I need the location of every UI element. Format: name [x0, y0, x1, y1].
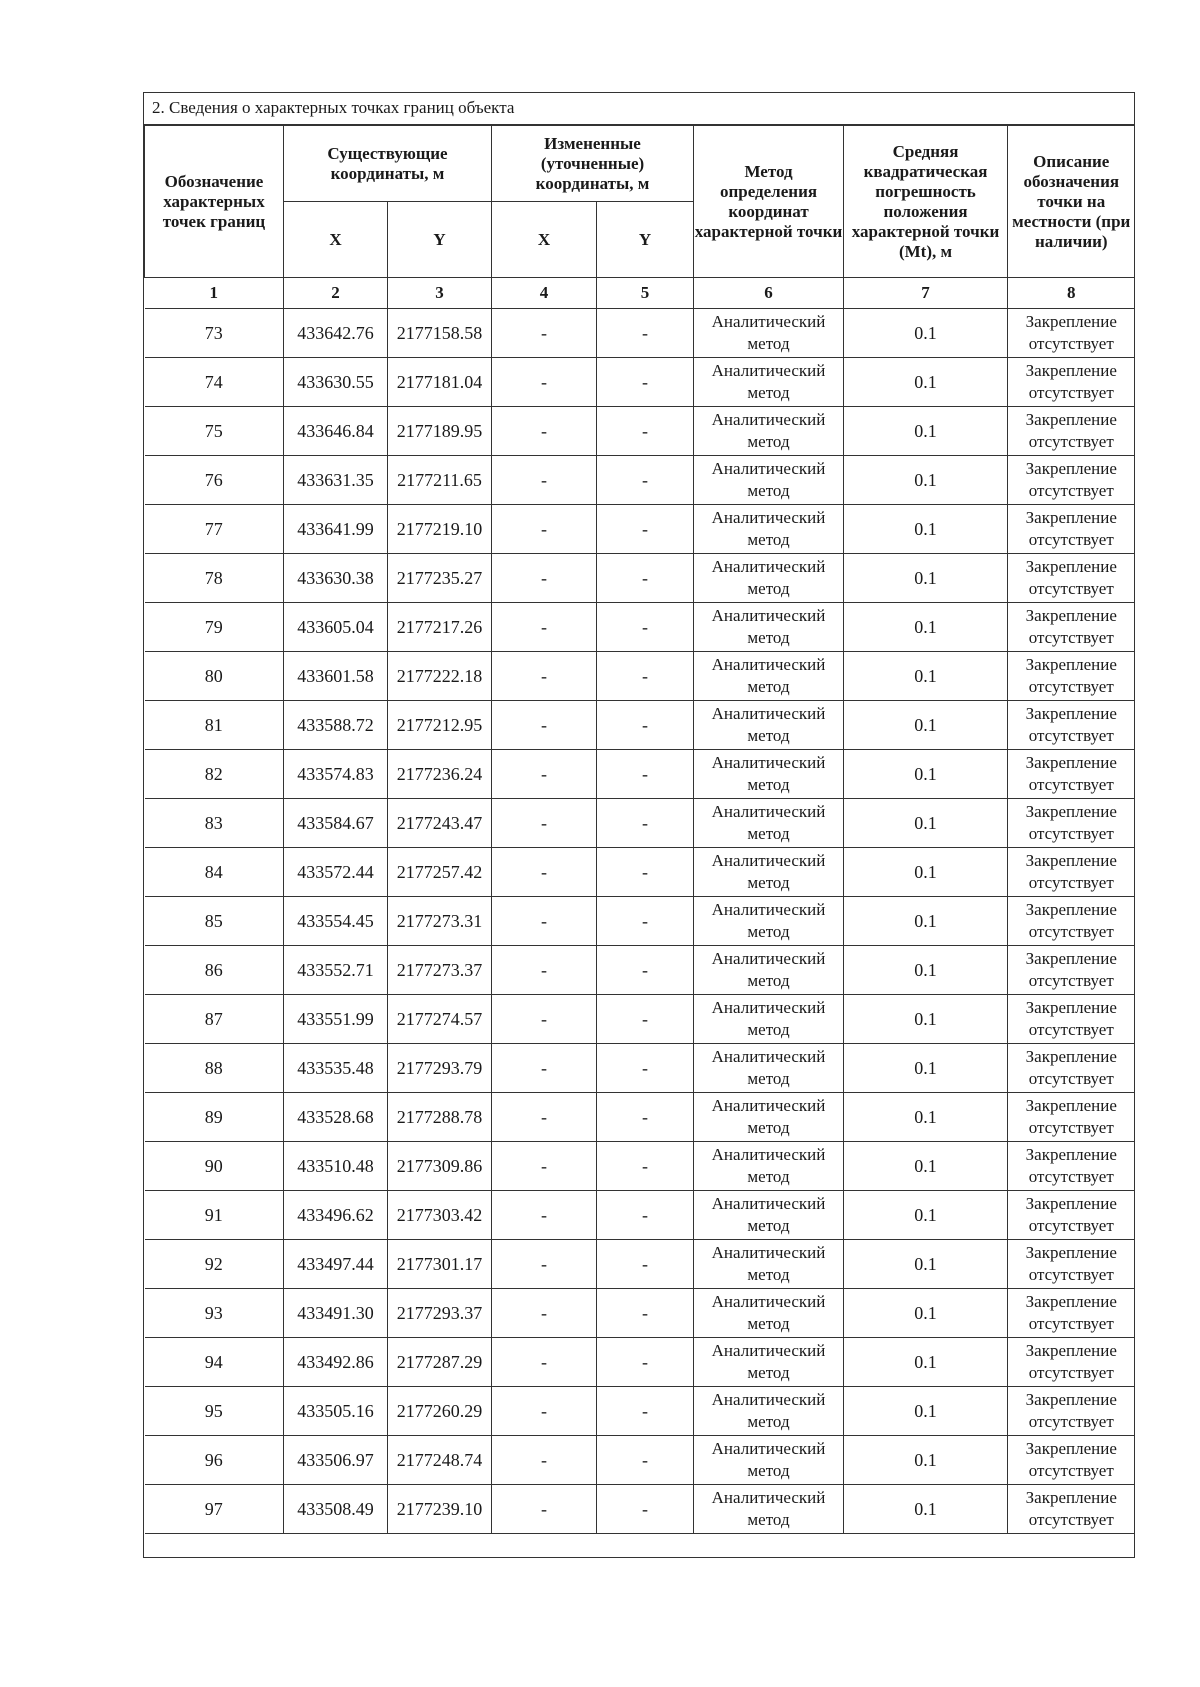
error-value: 0.1	[844, 1485, 1008, 1534]
error-value: 0.1	[844, 407, 1008, 456]
existing-x: 433646.84	[284, 407, 388, 456]
table-row	[145, 1240, 1135, 1289]
changed-x: -	[492, 995, 597, 1044]
method: Аналитический метод	[694, 1240, 844, 1289]
changed-y: -	[597, 995, 694, 1044]
description: Закрепление отсутствует	[1008, 701, 1135, 750]
method: Аналитический метод	[694, 1289, 844, 1338]
changed-y: -	[597, 897, 694, 946]
changed-y: -	[597, 1240, 694, 1289]
existing-y: 2177257.42	[388, 848, 492, 897]
point-number: 94	[145, 1338, 284, 1387]
table-row	[145, 456, 1135, 505]
existing-x: 433631.35	[284, 456, 388, 505]
existing-x: 433641.99	[284, 505, 388, 554]
method: Аналитический метод	[694, 1044, 844, 1093]
error-value: 0.1	[844, 1240, 1008, 1289]
changed-y: -	[597, 1191, 694, 1240]
point-number: 80	[145, 652, 284, 701]
existing-y: 2177189.95	[388, 407, 492, 456]
existing-x: 433630.38	[284, 554, 388, 603]
description: Закрепление отсутствует	[1008, 1240, 1135, 1289]
method: Аналитический метод	[694, 309, 844, 358]
existing-x: 433508.49	[284, 1485, 388, 1534]
header-point: Обозначение характерных точек границ	[145, 126, 284, 278]
changed-x: -	[492, 1387, 597, 1436]
existing-x: 433552.71	[284, 946, 388, 995]
existing-y: 2177288.78	[388, 1093, 492, 1142]
changed-y: -	[597, 1387, 694, 1436]
existing-y: 2177212.95	[388, 701, 492, 750]
existing-x: 433588.72	[284, 701, 388, 750]
method: Аналитический метод	[694, 603, 844, 652]
point-number: 97	[145, 1485, 284, 1534]
changed-y: -	[597, 652, 694, 701]
existing-y: 2177236.24	[388, 750, 492, 799]
table-row	[145, 309, 1135, 358]
column-number-row	[145, 278, 1135, 309]
column-number: 6	[694, 278, 844, 309]
changed-x: -	[492, 799, 597, 848]
column-number: 3	[388, 278, 492, 309]
point-number: 73	[145, 309, 284, 358]
existing-y: 2177181.04	[388, 358, 492, 407]
table-row	[145, 701, 1135, 750]
changed-x: -	[492, 456, 597, 505]
boundary-points-table	[144, 125, 1135, 1566]
changed-x: -	[492, 505, 597, 554]
method: Аналитический метод	[694, 1387, 844, 1436]
existing-x: 433506.97	[284, 1436, 388, 1485]
description: Закрепление отсутствует	[1008, 358, 1135, 407]
existing-x: 433605.04	[284, 603, 388, 652]
point-number: 89	[145, 1093, 284, 1142]
changed-y: -	[597, 1338, 694, 1387]
table-row	[145, 1338, 1135, 1387]
changed-y: -	[597, 358, 694, 407]
error-value: 0.1	[844, 1338, 1008, 1387]
error-value: 0.1	[844, 309, 1008, 358]
changed-x: -	[492, 946, 597, 995]
existing-x: 433642.76	[284, 309, 388, 358]
changed-y: -	[597, 407, 694, 456]
changed-y: -	[597, 946, 694, 995]
error-value: 0.1	[844, 652, 1008, 701]
changed-y: -	[597, 603, 694, 652]
method: Аналитический метод	[694, 407, 844, 456]
changed-y: -	[597, 456, 694, 505]
changed-y: -	[597, 554, 694, 603]
error-value: 0.1	[844, 1387, 1008, 1436]
description: Закрепление отсутствует	[1008, 1142, 1135, 1191]
description: Закрепление отсутствует	[1008, 1044, 1135, 1093]
method: Аналитический метод	[694, 1436, 844, 1485]
table-row	[145, 407, 1135, 456]
method: Аналитический метод	[694, 750, 844, 799]
error-value: 0.1	[844, 946, 1008, 995]
error-value: 0.1	[844, 1142, 1008, 1191]
point-number: 92	[145, 1240, 284, 1289]
changed-x: -	[492, 603, 597, 652]
changed-x: -	[492, 1485, 597, 1534]
changed-x: -	[492, 1338, 597, 1387]
table-row	[145, 1485, 1135, 1534]
description: Закрепление отсутствует	[1008, 505, 1135, 554]
method: Аналитический метод	[694, 358, 844, 407]
error-value: 0.1	[844, 995, 1008, 1044]
table-row	[145, 799, 1135, 848]
changed-y: -	[597, 1044, 694, 1093]
point-number: 78	[145, 554, 284, 603]
point-number: 88	[145, 1044, 284, 1093]
table-row	[145, 995, 1135, 1044]
error-value: 0.1	[844, 1289, 1008, 1338]
changed-x: -	[492, 407, 597, 456]
method: Аналитический метод	[694, 848, 844, 897]
existing-x: 433584.67	[284, 799, 388, 848]
method: Аналитический метод	[694, 799, 844, 848]
changed-x: -	[492, 1289, 597, 1338]
changed-x: -	[492, 1093, 597, 1142]
existing-y: 2177287.29	[388, 1338, 492, 1387]
point-number: 86	[145, 946, 284, 995]
changed-x: -	[492, 554, 597, 603]
existing-y: 2177217.26	[388, 603, 492, 652]
description: Закрепление отсутствует	[1008, 1485, 1135, 1534]
existing-x: 433554.45	[284, 897, 388, 946]
description: Закрепление отсутствует	[1008, 603, 1135, 652]
changed-y: -	[597, 309, 694, 358]
point-number: 74	[145, 358, 284, 407]
existing-y: 2177219.10	[388, 505, 492, 554]
changed-x: -	[492, 358, 597, 407]
description: Закрепление отсутствует	[1008, 309, 1135, 358]
changed-x: -	[492, 1240, 597, 1289]
existing-x: 433535.48	[284, 1044, 388, 1093]
error-value: 0.1	[844, 603, 1008, 652]
changed-y: -	[597, 1289, 694, 1338]
table-row	[145, 554, 1135, 603]
point-number: 84	[145, 848, 284, 897]
changed-y: -	[597, 505, 694, 554]
table-row	[145, 652, 1135, 701]
table-row	[145, 1436, 1135, 1485]
existing-x: 433491.30	[284, 1289, 388, 1338]
description: Закрепление отсутствует	[1008, 1436, 1135, 1485]
existing-y: 2177303.42	[388, 1191, 492, 1240]
column-number: 7	[844, 278, 1008, 309]
error-value: 0.1	[844, 1191, 1008, 1240]
existing-x: 433572.44	[284, 848, 388, 897]
method: Аналитический метод	[694, 897, 844, 946]
header-changed-y: Y	[597, 202, 694, 278]
changed-x: -	[492, 1191, 597, 1240]
header-existing-x: X	[284, 202, 388, 278]
existing-x: 433496.62	[284, 1191, 388, 1240]
column-number: 1	[145, 278, 284, 309]
table-row	[145, 1191, 1135, 1240]
table-row	[145, 750, 1135, 799]
method: Аналитический метод	[694, 1191, 844, 1240]
changed-y: -	[597, 1093, 694, 1142]
error-value: 0.1	[844, 456, 1008, 505]
changed-y: -	[597, 1436, 694, 1485]
error-value: 0.1	[844, 1044, 1008, 1093]
point-number: 96	[145, 1436, 284, 1485]
table-row	[145, 1044, 1135, 1093]
existing-y: 2177235.27	[388, 554, 492, 603]
header-method: Метод определения координат характерной точки	[694, 126, 844, 278]
existing-y: 2177158.58	[388, 309, 492, 358]
column-number: 4	[492, 278, 597, 309]
error-value: 0.1	[844, 799, 1008, 848]
description: Закрепление отсутствует	[1008, 456, 1135, 505]
existing-y: 2177273.37	[388, 946, 492, 995]
point-number: 85	[145, 897, 284, 946]
method: Аналитический метод	[694, 701, 844, 750]
changed-x: -	[492, 848, 597, 897]
changed-y: -	[597, 701, 694, 750]
description: Закрепление отсутствует	[1008, 799, 1135, 848]
point-number: 91	[145, 1191, 284, 1240]
description: Закрепление отсутствует	[1008, 848, 1135, 897]
existing-y: 2177293.37	[388, 1289, 492, 1338]
changed-y: -	[597, 750, 694, 799]
description: Закрепление отсутствует	[1008, 407, 1135, 456]
changed-x: -	[492, 1044, 597, 1093]
changed-y: -	[597, 1142, 694, 1191]
changed-x: -	[492, 750, 597, 799]
existing-x: 433528.68	[284, 1093, 388, 1142]
existing-y: 2177222.18	[388, 652, 492, 701]
existing-x: 433492.86	[284, 1338, 388, 1387]
existing-y: 2177274.57	[388, 995, 492, 1044]
existing-x: 433497.44	[284, 1240, 388, 1289]
point-number: 75	[145, 407, 284, 456]
existing-y: 2177239.10	[388, 1485, 492, 1534]
table-row	[145, 848, 1135, 897]
header-changed-x: X	[492, 202, 597, 278]
point-number: 76	[145, 456, 284, 505]
description: Закрепление отсутствует	[1008, 995, 1135, 1044]
point-number: 90	[145, 1142, 284, 1191]
existing-y: 2177248.74	[388, 1436, 492, 1485]
changed-x: -	[492, 652, 597, 701]
existing-y: 2177309.86	[388, 1142, 492, 1191]
existing-y: 2177211.65	[388, 456, 492, 505]
table-row	[145, 1142, 1135, 1191]
column-number: 8	[1008, 278, 1135, 309]
point-number: 77	[145, 505, 284, 554]
error-value: 0.1	[844, 1093, 1008, 1142]
table-row	[145, 603, 1135, 652]
point-number: 79	[145, 603, 284, 652]
point-number: 83	[145, 799, 284, 848]
table-row	[145, 946, 1135, 995]
table-row	[145, 505, 1135, 554]
empty-footer-row	[145, 1534, 1135, 1567]
method: Аналитический метод	[694, 554, 844, 603]
section-caption: 2. Сведения о характерных точках границ объекта	[144, 93, 1134, 125]
existing-y: 2177243.47	[388, 799, 492, 848]
point-number: 95	[145, 1387, 284, 1436]
column-number: 2	[284, 278, 388, 309]
existing-x: 433601.58	[284, 652, 388, 701]
changed-x: -	[492, 897, 597, 946]
existing-x: 433551.99	[284, 995, 388, 1044]
point-number: 93	[145, 1289, 284, 1338]
changed-x: -	[492, 309, 597, 358]
existing-x: 433630.55	[284, 358, 388, 407]
point-number: 87	[145, 995, 284, 1044]
existing-x: 433510.48	[284, 1142, 388, 1191]
description: Закрепление отсутствует	[1008, 1387, 1135, 1436]
existing-x: 433574.83	[284, 750, 388, 799]
existing-y: 2177260.29	[388, 1387, 492, 1436]
error-value: 0.1	[844, 554, 1008, 603]
table-row	[145, 1289, 1135, 1338]
method: Аналитический метод	[694, 505, 844, 554]
description: Закрепление отсутствует	[1008, 1289, 1135, 1338]
method: Аналитический метод	[694, 1485, 844, 1534]
method: Аналитический метод	[694, 1338, 844, 1387]
changed-x: -	[492, 1436, 597, 1485]
table-row	[145, 358, 1135, 407]
point-number: 82	[145, 750, 284, 799]
error-value: 0.1	[844, 701, 1008, 750]
changed-y: -	[597, 799, 694, 848]
existing-x: 433505.16	[284, 1387, 388, 1436]
existing-y: 2177301.17	[388, 1240, 492, 1289]
table-row	[145, 1387, 1135, 1436]
changed-y: -	[597, 1485, 694, 1534]
error-value: 0.1	[844, 750, 1008, 799]
existing-y: 2177273.31	[388, 897, 492, 946]
table-row	[145, 897, 1135, 946]
changed-x: -	[492, 701, 597, 750]
changed-y: -	[597, 848, 694, 897]
header-existing-coords: Существующие координаты, м	[284, 126, 492, 202]
method: Аналитический метод	[694, 456, 844, 505]
error-value: 0.1	[844, 505, 1008, 554]
header-description: Описание обозначения точки на местности (при наличии)	[1008, 126, 1135, 278]
error-value: 0.1	[844, 358, 1008, 407]
column-number: 5	[597, 278, 694, 309]
error-value: 0.1	[844, 848, 1008, 897]
description: Закрепление отсутствует	[1008, 1093, 1135, 1142]
header-error: Средняя квадратическая погрешность положения характерной точки (Mt), м	[844, 126, 1008, 278]
table-row	[145, 1093, 1135, 1142]
method: Аналитический метод	[694, 652, 844, 701]
description: Закрепление отсутствует	[1008, 1191, 1135, 1240]
description: Закрепление отсутствует	[1008, 652, 1135, 701]
description: Закрепление отсутствует	[1008, 897, 1135, 946]
description: Закрепление отсутствует	[1008, 554, 1135, 603]
point-number: 81	[145, 701, 284, 750]
error-value: 0.1	[844, 897, 1008, 946]
header-existing-y: Y	[388, 202, 492, 278]
method: Аналитический метод	[694, 995, 844, 1044]
description: Закрепление отсутствует	[1008, 750, 1135, 799]
description: Закрепление отсутствует	[1008, 946, 1135, 995]
method: Аналитический метод	[694, 946, 844, 995]
existing-y: 2177293.79	[388, 1044, 492, 1093]
document-sheet	[143, 92, 1135, 1558]
header-changed-coords: Измененные (уточненные) координаты, м	[492, 126, 694, 202]
method: Аналитический метод	[694, 1142, 844, 1191]
changed-x: -	[492, 1142, 597, 1191]
method: Аналитический метод	[694, 1093, 844, 1142]
description: Закрепление отсутствует	[1008, 1338, 1135, 1387]
error-value: 0.1	[844, 1436, 1008, 1485]
